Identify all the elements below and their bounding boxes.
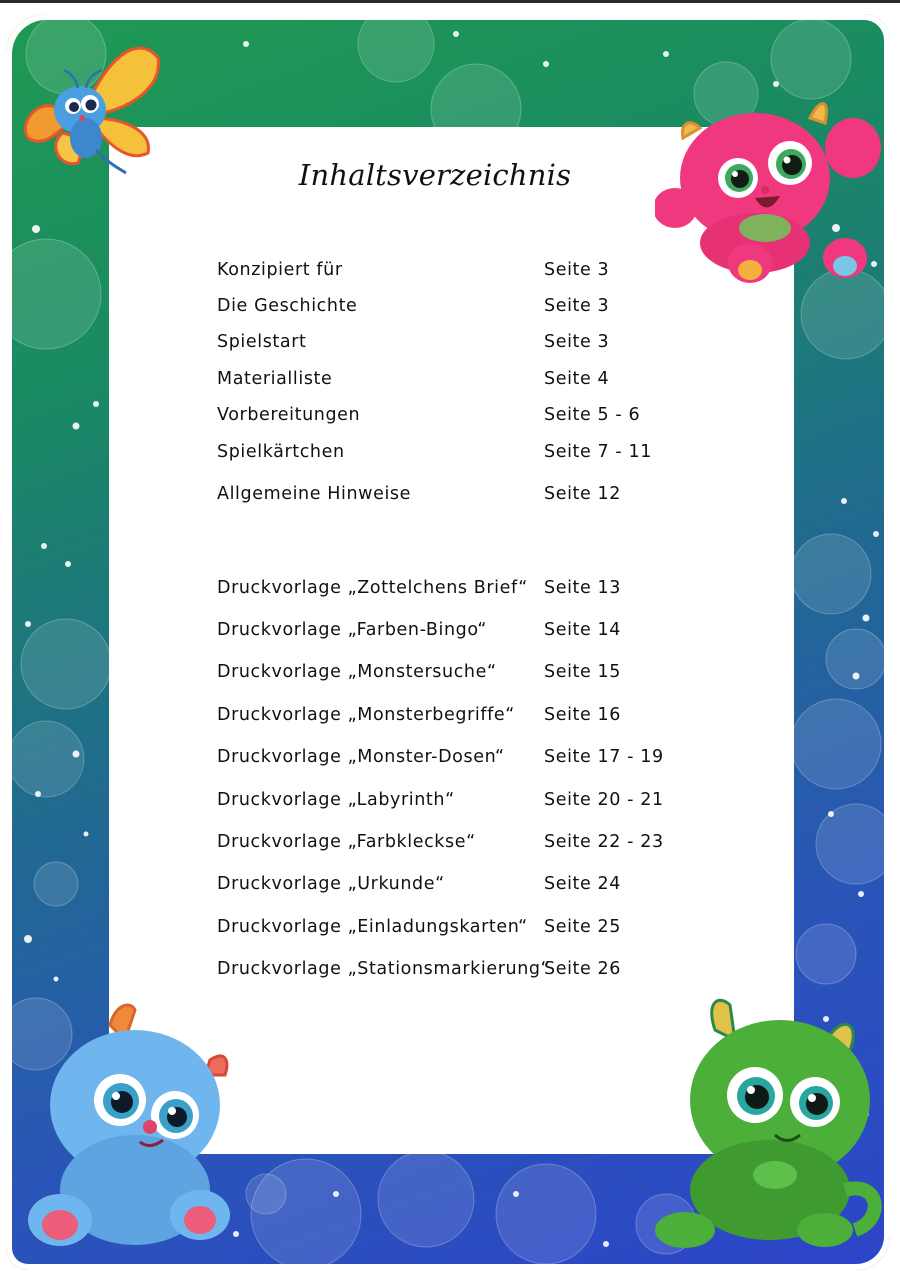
toc-entry-label: Vorbereitungen: [217, 405, 361, 425]
pink-monster-icon: [655, 78, 895, 293]
toc-entry-label: Druckvorlage „Urkunde“: [217, 874, 445, 894]
toc-entry-page: Seite 5 - 6: [544, 405, 641, 425]
toc-entry: [217, 915, 777, 939]
toc-entry: [217, 830, 777, 854]
green-monster-icon: [645, 990, 890, 1255]
toc-entry-label: Druckvorlage „Farben-Bingo“: [217, 620, 488, 640]
toc-entry-label: Druckvorlage „Einladungskarten“: [217, 917, 528, 937]
toc-entry-label: Druckvorlage „Labyrinth“: [217, 790, 455, 810]
toc-entry: [217, 703, 777, 727]
toc-entry-label: Druckvorlage „Zottelchens Brief“: [217, 578, 528, 598]
toc-entry: [217, 618, 777, 642]
toc-entry: [217, 576, 777, 600]
toc-entry-page: Seite 3: [544, 296, 610, 316]
toc-entry: [217, 403, 777, 427]
toc-entry-page: Seite 26: [544, 959, 621, 979]
toc-entry-label: Druckvorlage „Monstersuche“: [217, 662, 497, 682]
toc-entry: [217, 872, 777, 896]
toc-entry-page: Seite 3: [544, 260, 610, 280]
toc-entry: [217, 788, 777, 812]
toc-entry-label: Materialliste: [217, 369, 333, 389]
toc-entry: [217, 294, 777, 318]
toc-entry-page: Seite 16: [544, 705, 621, 725]
toc-entry-page: Seite 12: [544, 484, 621, 504]
toc-entry-page: Seite 15: [544, 662, 621, 682]
toc-entry: [217, 367, 777, 391]
toc-entry-page: Seite 22 - 23: [544, 832, 664, 852]
toc-entry: [217, 660, 777, 684]
toc-entry: [217, 440, 777, 464]
toc-entry-label: Konzipiert für: [217, 260, 343, 280]
toc-entry-page: Seite 7 - 11: [544, 442, 652, 462]
toc-entry-page: Seite 3: [544, 332, 610, 352]
toc-entry-label: Druckvorlage „Farbklecksе“: [217, 832, 476, 852]
top-edge-bar: [0, 0, 900, 3]
toc-entry-page: Seite 25: [544, 917, 621, 937]
toc-entry: [217, 957, 777, 981]
toc-entry-page: Seite 13: [544, 578, 621, 598]
blue-monster-icon: [15, 1000, 240, 1255]
toc-entry-label: Druckvorlage „Stationsmarkierung“: [217, 959, 551, 979]
toc-entry-page: Seite 4: [544, 369, 610, 389]
toc-entry-page: Seite 17 - 19: [544, 747, 664, 767]
butterfly-monster-icon: [18, 38, 163, 183]
toc-entry: [217, 330, 777, 354]
toc-entry-label: Spielstart: [217, 332, 307, 352]
toc-entry-page: Seite 24: [544, 874, 621, 894]
toc-entry-label: Allgemeine Hinweise: [217, 484, 412, 504]
toc-entry: [217, 482, 777, 506]
toc-entry-page: Seite 20 - 21: [544, 790, 664, 810]
toc-entry-label: Druckvorlage „Monsterbegriffe“: [217, 705, 515, 725]
toc-entry-label: Spielkärtchen: [217, 442, 345, 462]
toc-entry-page: Seite 14: [544, 620, 621, 640]
toc-entry-label: Druckvorlage „Monster-Dosen“: [217, 747, 505, 767]
page-title: Inhaltsverzeichnis: [298, 158, 572, 192]
toc-entry-label: Die Geschichte: [217, 296, 358, 316]
toc-entry: [217, 745, 777, 769]
